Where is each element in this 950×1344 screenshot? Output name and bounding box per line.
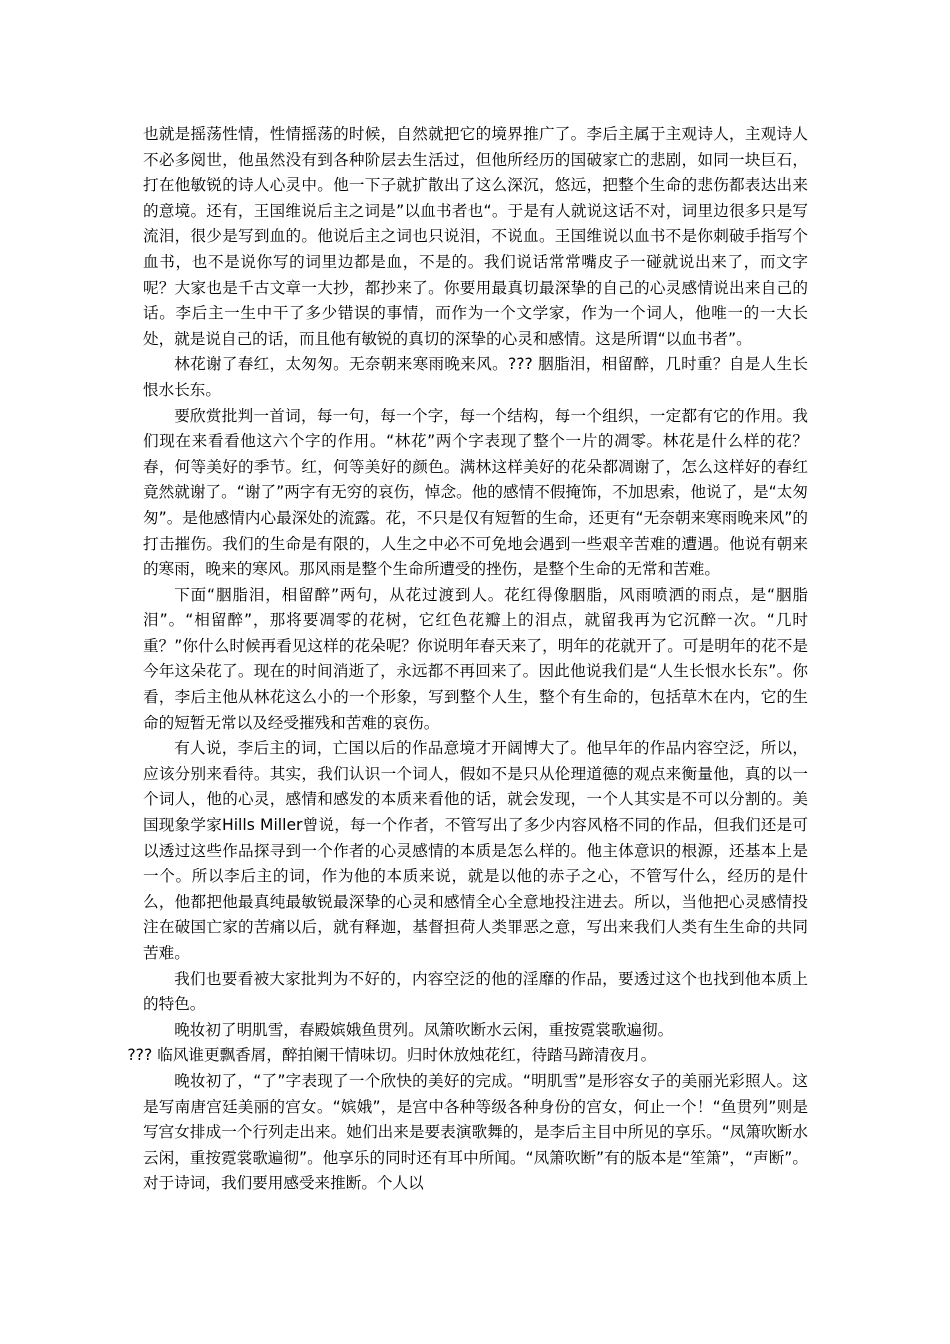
paragraph: 我们也要看被大家批判为不好的，内容空泛的他的淫靡的作品，要透过这个也找到他本质上的特色。 — [143, 969, 808, 1014]
paragraph: 要欣赏批判一首词，每一句，每一个字，每一个结构，每一个组织，一定都有它的作用。我们现在来看看他这六个字的作用。“林花”两个字表现了整个一片的凋零。林花是什么样的花？春，何等美好的季节。红，何等美好的颜色。满林这样美好的花朵都凋谢了，怎么这样好的春红竟然就谢了。“谢了”两字有无穷的哀伤，悼念。他的感情不假掩饰，不加思索，他说了，是“太匆匆”。是他感情内心最深处的流露。花，不只是仅有短暂的生命，还更有“无奈朝来寒雨晚来风”的打击摧伤。我们的生命是有限的，人生之中必不可免地会遇到一些艰辛苦难的遭遇。他说有朝来的寒雨，晚来的寒风。那风雨是整个生命所遭受的挫伤，是整个生命的无常和苦难。 — [143, 406, 808, 579]
poem-line: ??? 临风谁更飘香屑，醉拍阑干情味切。归时休放烛花红，待踏马蹄清夜月。 — [127, 1046, 657, 1065]
body-text — [127, 122, 808, 1197]
poem-line: 晚妆初了明肌雪，春殿嫔娥鱼贯列。凤箫吹断水云闲，重按霓裳歌遍彻。 — [174, 1020, 674, 1039]
paragraph: 有人说，李后主的词，亡国以后的作品意境才开阔博大了。他早年的作品内容空泛，所以，应该分别来看待。其实，我们认识一个词人，假如不是只从伦理道德的观点来衡量他，真的以一个词人，他的心灵，感情和感发的本质来看他的话，就会发现，一个人其实是不可以分割的。美国现象学家Hills Miller曾说，每一个作者，不管写出了多少内容风格不同的作品，但我们还是可以透过这些作品探寻到一个作者的心灵感情的本质是怎么样的。他主体意识的根源，还基本上是一个。所以李后主的词，作为他的本质来说，就是以他的赤子之心，不管写什么，经历的是什么，他都把他最真纯最敏锐最深挚的心灵和感情全心全意地投注进去。所以，当他把心灵感情投注在破国亡家的苦痛以后，就有释迦，基督担荷人类罪恶之意，写出来我们人类有生生命的共同苦难。 — [143, 739, 808, 962]
paragraph: 也就是摇荡性情，性情摇荡的时候，自然就把它的境界推广了。李后主属于主观诗人，主观诗人不必多阅世，他虽然没有到各种阶层去生活过，但他所经历的国破家亡的悲剧，如同一块巨石，打在他敏锐的诗人心灵中。他一下子就扩散出了这么深沉，悠远，把整个生命的悲伤都表达出来的意境。还有，王国维说后主之词是”以血书者也“。于是有人就说这话不对，词里边很多只是写流泪，很少是写到血的。他说后主之词也只说泪，不说血。王国维说以血书不是你刺破手指写个血书，也不是说你写的词里边都是血，不是的。我们说话常常嘴皮子一碰就说出来了，而文字呢？大家也是千古文章一大抄，都抄来了。你要用最真切最深挚的自己的心灵感情说出来自己的话。李后主一生中干了多少错误的事情，而作为一个文学家，作为一个词人，他唯一的一大长处，就是说自己的话，而且他有敏锐的真切的深挚的心灵和感情。这是所谓“以血书者”。 — [143, 125, 808, 348]
paragraph: 下面“胭脂泪，相留醉”两句，从花过渡到人。花红得像胭脂，风雨喷洒的雨点，是“胭脂泪”。“相留醉”，那将要凋零的花树，它红色花瓣上的泪点，就留我再为它沉醉一次。“几时重？”你什么时候再看见这样的花朵呢？你说明年春天来了，明年的花就开了。可是明年的花不是今年这朵花了。现在的时间消逝了，永远都不再回来了。因此他说我们是“人生长恨水长东”。你看，李后主他从林花这么小的一个形象，写到整个人生，整个有生命的，包括草木在内，它的生命的短暂无常以及经受摧残和苦难的哀伤。 — [143, 585, 808, 732]
paragraph: 林花谢了春红，太匆匆。无奈朝来寒雨晚来风。??? 胭脂泪，相留醉，几时重？自是人生长恨水长东。 — [143, 355, 808, 399]
paragraph: 晚妆初了，“了”字表现了一个欣快的美好的完成。“明肌雪”是形容女子的美丽光彩照人。这是写南唐宫廷美丽的宫女。“嫔娥”，是宫中各种等级各种身份的宫女，何止一个！“鱼贯列”则是写宫女排成一个行列走出来。她们出来是要表演歌舞的，是李后主目中所见的享乐。“凤箫吹断水云闲，重按霓裳歌遍彻”。他享乐的同时还有耳中所闻。“凤箫吹断”有的版本是“笙箫”，“声断”。对于诗词，我们要用感受来推断。个人以 — [143, 1071, 808, 1193]
